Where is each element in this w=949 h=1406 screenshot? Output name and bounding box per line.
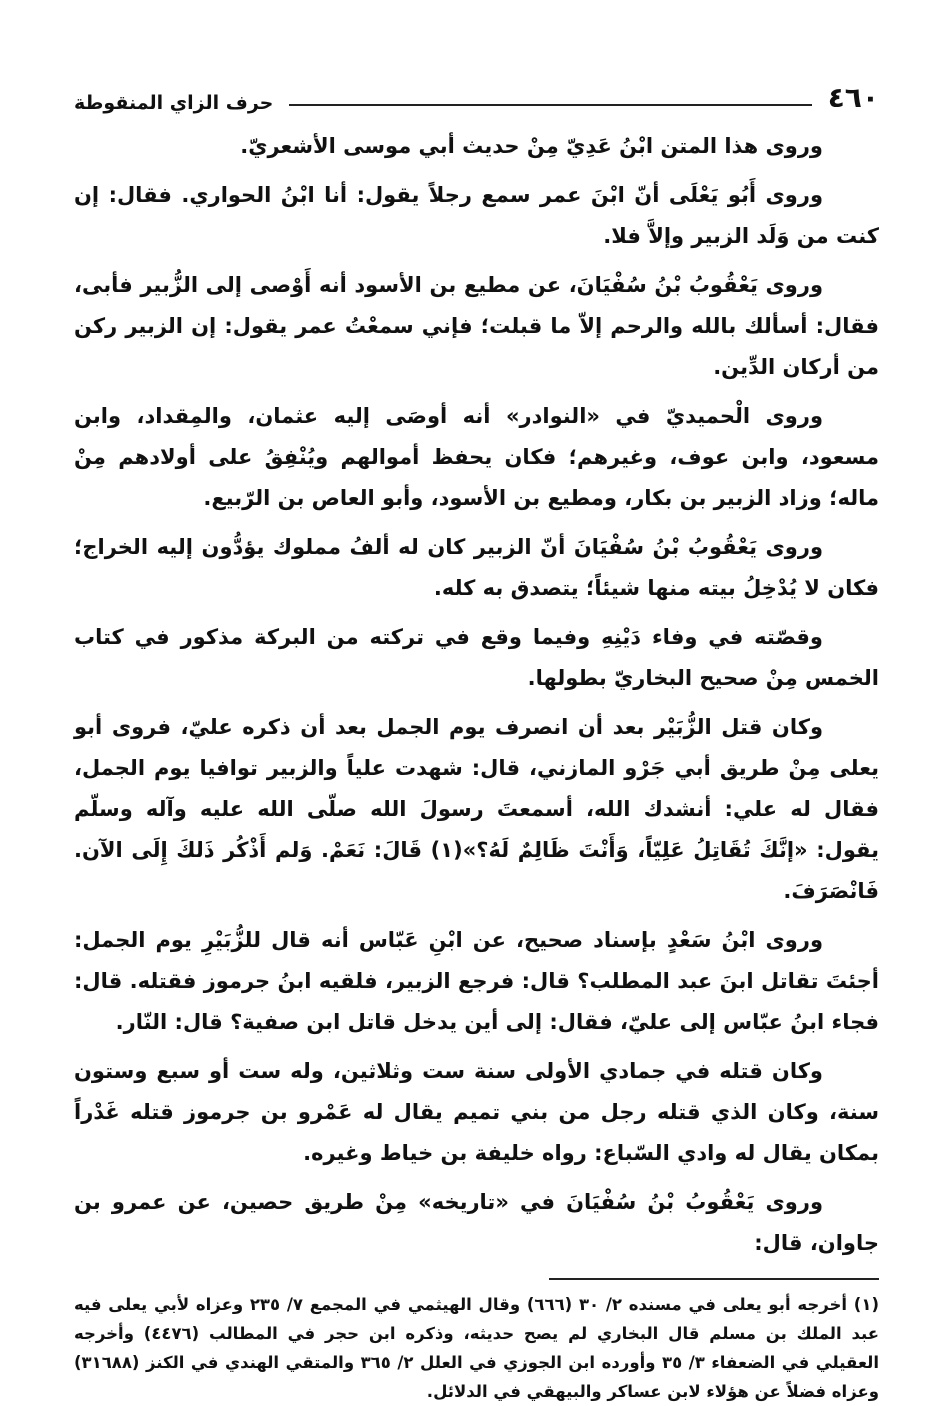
- page-header: [74, 74, 879, 114]
- paragraph: وكان قتل الزُّبَيْر بعد أن انصرف يوم الجمل بعد أن ذكره عليّ، فروى أبو يعلى مِنْ طريق أبي جَرْو المازني، قال: شهدت علياً والزبير توافيا يوم الجمل، فقال له علي: أنشدك الله، أسمعتَ رسولَ الله صلّى الله عليه وآله وسلّم يقول: «إنَّكَ تُقَاتِلُ عَلِيّاً، وَأَنْتَ ظَالِمٌ لَهُ؟»(١) قَالَ: نَعَمْ. وَلم أَذْكُر ذَلكَ إِلَى الآن. فَانْصَرَفَ.: [74, 715, 879, 903]
- paragraph: وروى الْحميديّ في «النوادر» أنه أوصَى إليه عثمان، والمِقداد، وابن مسعود، وابن عوف، وغيرهم؛ فكان يحفظ أموالهم ويُنْفِقُ على أولادهم مِنْ ماله؛ وزاد الزبير بن بكار، ومطيع بن الأسود، وأبو العاص بن الرّبيع.: [74, 404, 879, 510]
- running-head: حرف الزاي المنقوطة: [74, 92, 274, 114]
- body-text: [74, 126, 879, 1264]
- paragraph: وروى يَعْقُوبُ بْنُ سُفْيَانَ أنّ الزبير كان له ألفُ مملوك يؤدُّون إليه الخراج؛ فكان لا يُدْخِلُ بيته منها شيئاً؛ يتصدق به كله.: [74, 535, 879, 600]
- page-number: ٤٦٠: [827, 81, 879, 114]
- paragraph: وروى ابْنُ سَعْدٍ بإسناد صحيح، عن ابْنِ عَبّاس أنه قال للزُّبَيْرِ يوم الجمل: أجئتَ تقاتل ابنَ عبد المطلب؟ قال: فرجع الزبير، فلقيه ابنُ جرموز فقتله. قال: فجاء ابنُ عبّاس إلى عليّ، فقال: إلى أين يدخل قاتل ابن صفية؟ قال: النّار.: [74, 928, 879, 1034]
- paragraph: وروى هذا المتن ابْنُ عَدِيّ مِنْ حديث أبي موسى الأشعريّ.: [240, 134, 823, 158]
- footnote: [74, 1290, 879, 1406]
- paragraph: وكان قتله في جمادي الأولى سنة ست وثلاثين، وله ست أو سبع وستون سنة، وكان الذي قتله رجل من بني تميم يقال له عَمْرو بن جرموز قتله غَدْراً بمكان يقال له وادي السّباع: رواه خليفة بن خياط وغيره.: [74, 1059, 879, 1165]
- paragraph: وقصّته في وفاء دَيْنِهِ وفيما وقع في تركته من البركة مذكور في كتاب الخمس مِنْ صحيح البخاريّ بطولها.: [74, 625, 879, 690]
- paragraph: وروى يَعْقُوبُ بْنُ سُفْيَانَ في «تاريخه» مِنْ طريق حصين، عن عمرو بن جاوان، قال:: [74, 1190, 879, 1255]
- footnote-text: (١) أخرجه أبو يعلى في مسنده ٢/ ٣٠ (٦٦٦) وقال الهيثمي في المجمع ٧/ ٢٣٥ وعزاه لأبي يعلى فيه عبد الملك بن مسلم قال البخاري لم يصح حديثه، وذكره ابن حجر في المطالب (٤٤٧٦) وأخرجه العقيلي في الضعفاء ٣/ ٣٥ وأورده ابن الجوزي في العلل ٢/ ٣٦٥ والمتقي الهندي في الكنز (٣١٦٨٨) وعزاه فضلاً عن هؤلاء لابن عساكر والبيهقي في الدلائل.: [74, 1295, 880, 1401]
- footnote-rule: [549, 1278, 879, 1280]
- paragraph: وروى أَبُو يَعْلَى أنّ ابْنَ عمر سمع رجلاً يقول: أنا ابْنُ الحواري. فقال: إن كنت من وَلَد الزبير وإلاَّ فلا.: [74, 183, 879, 248]
- header-rule: [289, 104, 811, 106]
- paragraph: وروى يَعْقُوبُ بْنُ سُفْيَانَ، عن مطيع بن الأسود أنه أَوْصى إلى الزُّبير فأبى، فقال: أسألك بالله والرحم إلاّ ما قبلت؛ فإني سمعْتُ عمر يقول: إن الزبير ركن من أركان الدِّين.: [74, 273, 879, 379]
